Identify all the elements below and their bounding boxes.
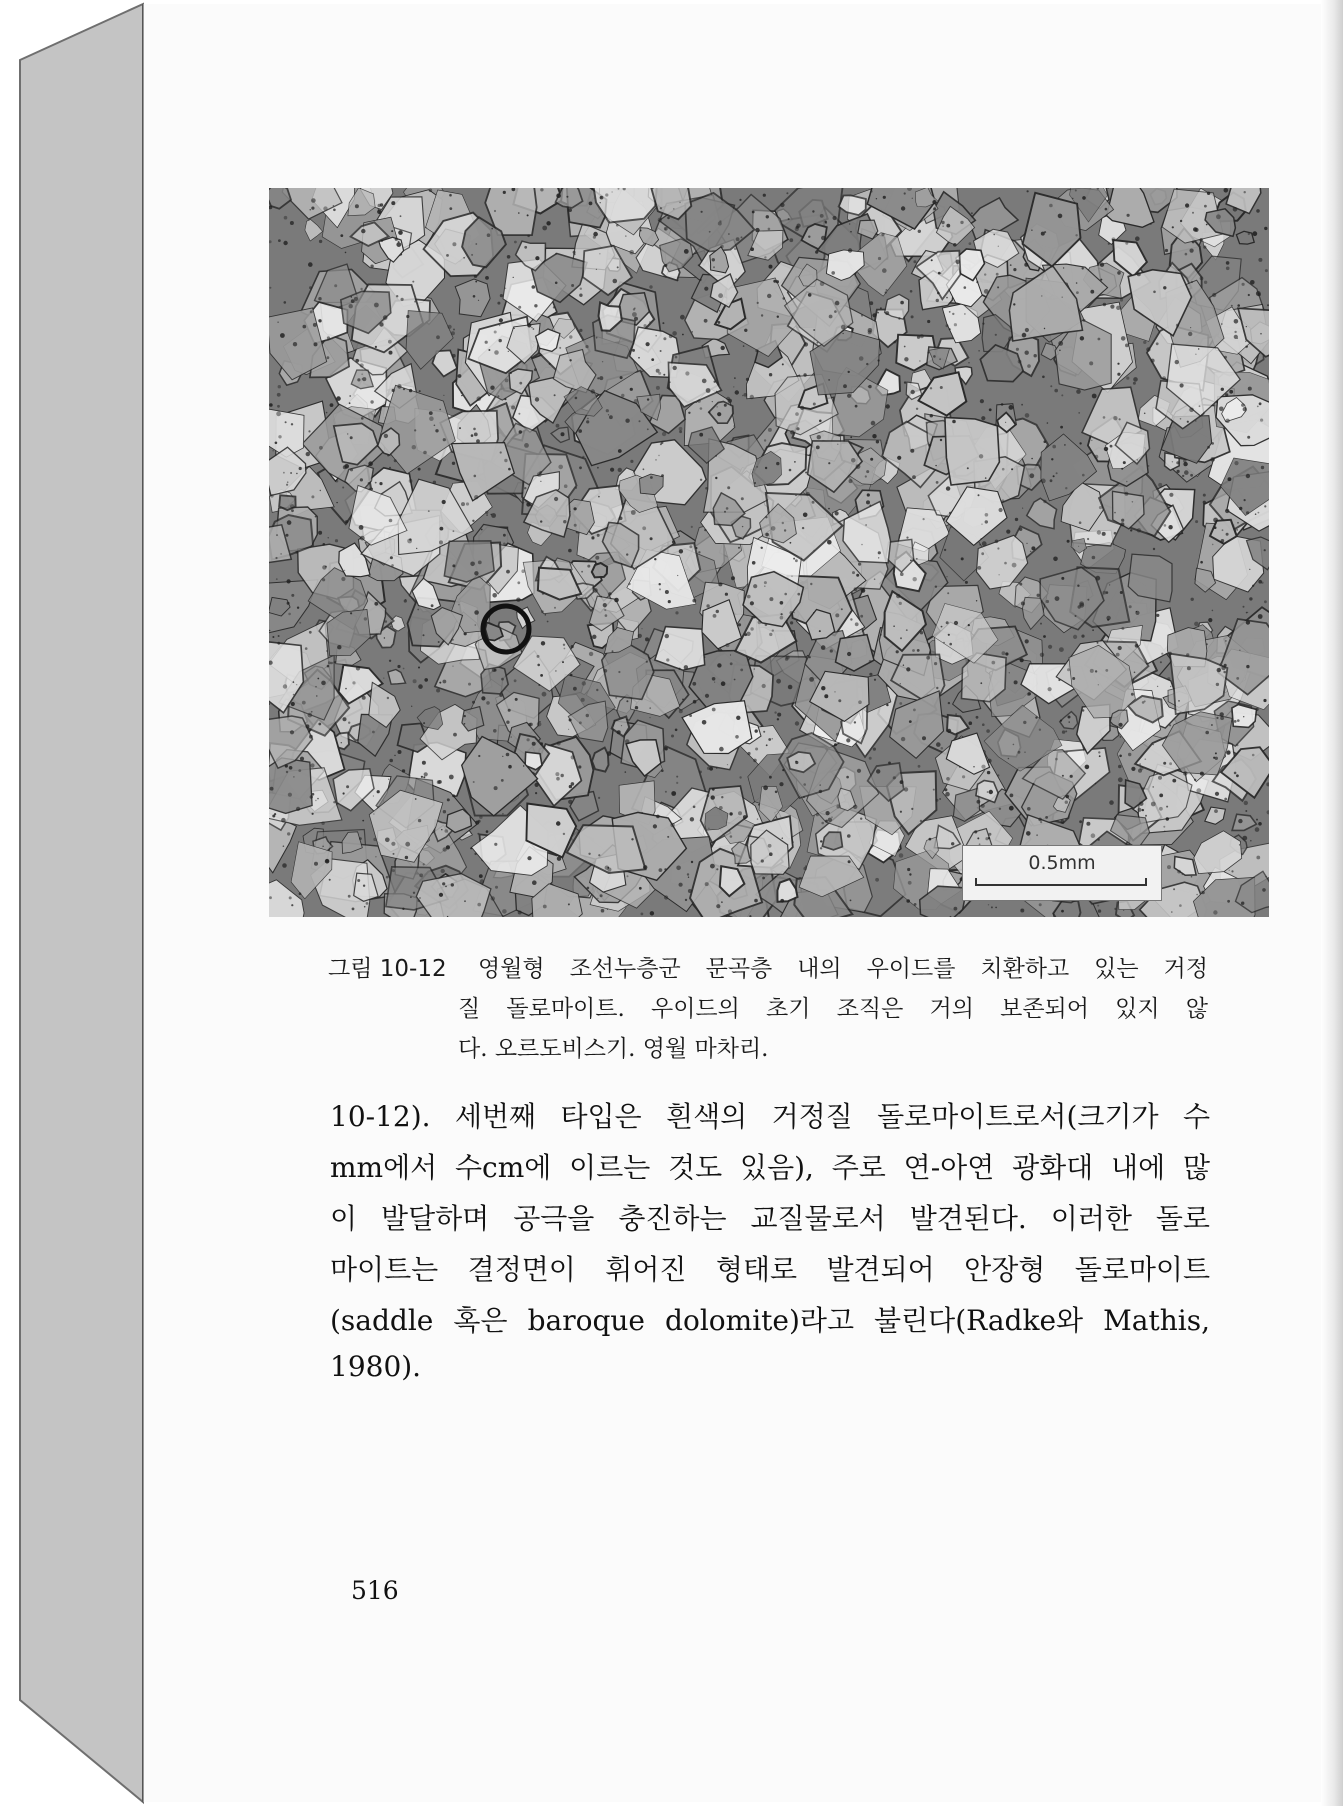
- page-number: 516: [351, 1576, 399, 1605]
- scale-bar: [975, 884, 1147, 886]
- caption-line: 다. 오르도비스기. 영월 마차리.: [458, 1036, 769, 1062]
- body-line: 10-12). 세번째 타입은 흰색의 거정질 돌로마이트로서(크기가 수: [330, 1100, 1210, 1133]
- body-line: 1980).: [330, 1350, 422, 1383]
- body-line: (saddle 혹은 baroque dolomite)라고 불린다(Radke와 Mathis,: [330, 1304, 1210, 1337]
- page-edge: [1321, 0, 1343, 1806]
- caption-label: 그림 10-12: [328, 956, 447, 982]
- body-line: 마이트는 결정면이 휘어진 형태로 발견되어 안장형 돌로마이트: [330, 1253, 1210, 1286]
- scale-bar-box: [962, 845, 1162, 901]
- body-line: 이 발달하며 공극을 충진하는 교질물로서 발견된다. 이러한 돌로: [330, 1202, 1210, 1235]
- caption-line: 질 돌로마이트. 우이드의 초기 조직은 거의 보존되어 있지 않: [458, 996, 1208, 1022]
- caption-line: 영월형 조선누층군 문곡층 내의 우이드를 치환하고 있는 거정: [478, 956, 1208, 982]
- scale-label: 0.5mm: [1028, 852, 1096, 874]
- body-line: mm에서 수cm에 이르는 것도 있음), 주로 연-아연 광화대 내에 많: [330, 1151, 1210, 1184]
- micrograph-photo: [269, 188, 1269, 917]
